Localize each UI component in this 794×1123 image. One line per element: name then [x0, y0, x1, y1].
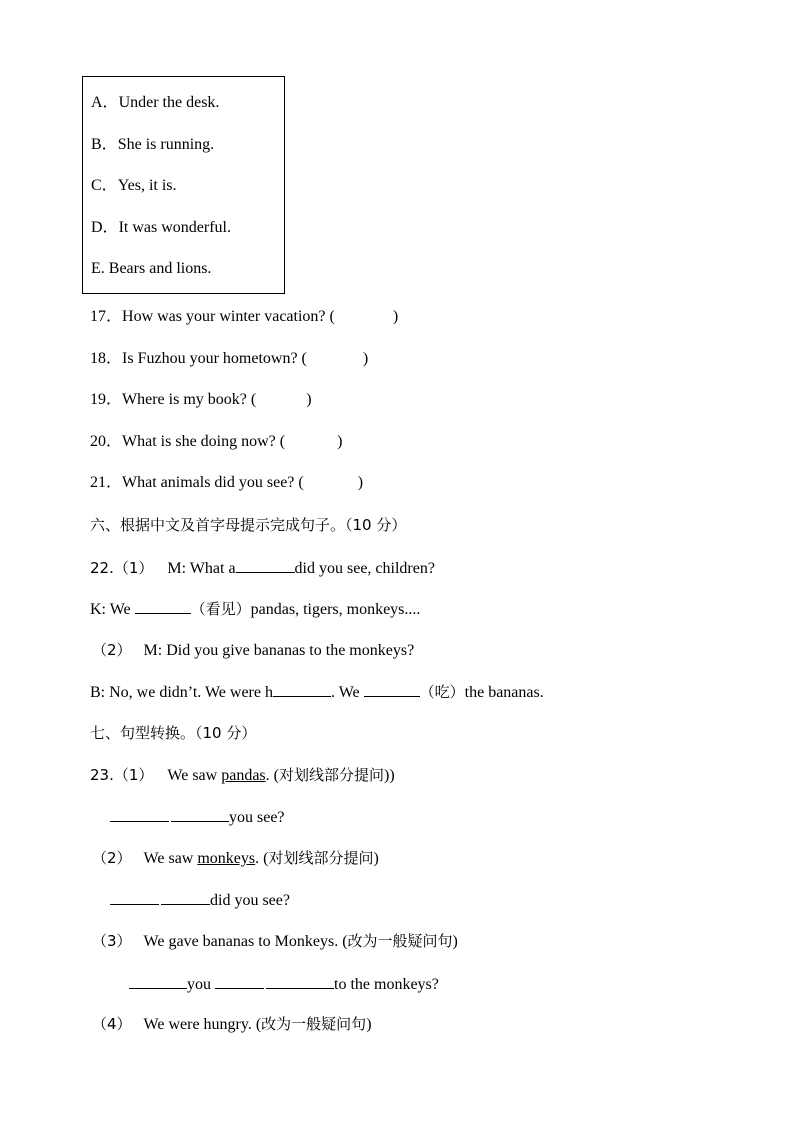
blank-23-3-b[interactable] — [215, 973, 264, 989]
question-22-2-prefix: （2） — [92, 641, 132, 659]
question-23-2-text-a: We saw — [143, 850, 194, 867]
question-20-text: What is she doing now? ( — [122, 433, 286, 450]
question-22-1-prefix: 22.（1） — [90, 559, 154, 577]
b-line-hint: （吃） — [419, 683, 465, 701]
blank-23-2-b[interactable] — [161, 889, 210, 905]
option-a-letter: A． — [91, 94, 119, 111]
option-d-text: It was wonderful. — [118, 219, 231, 236]
option-d — [91, 218, 231, 238]
question-23-1-text-a: We saw — [167, 767, 218, 784]
question-23-4-text-c: ) — [366, 1016, 372, 1033]
b-line — [90, 681, 544, 703]
b-line-text-a: B: No, we didn’t. We were h — [90, 684, 273, 701]
question-23-3-text-a: We gave bananas to Monkeys. ( — [143, 933, 348, 950]
question-23-4 — [92, 1014, 372, 1035]
blank-22-1-b[interactable] — [135, 598, 191, 614]
option-c-letter: C． — [91, 177, 118, 194]
question-19 — [90, 390, 312, 410]
question-18-close: ) — [362, 350, 369, 367]
question-23-1-text-b: . ( — [265, 767, 279, 784]
question-23-1-hint: 对划线部分提问 — [278, 766, 384, 784]
question-23-2 — [92, 848, 379, 869]
blank-23-1-b[interactable] — [171, 806, 229, 822]
question-23-3-text-c: ) — [452, 933, 458, 950]
option-e-text: Bears and lions. — [108, 260, 212, 277]
question-22-1-text-a: M: What a — [167, 560, 236, 577]
blank-22-2-b[interactable] — [364, 681, 420, 697]
blank-23-2-a[interactable] — [110, 889, 159, 905]
question-23-2-prefix: （2） — [92, 849, 132, 867]
option-e-letter: E. — [91, 260, 105, 277]
k-line-text-a: K: We — [90, 601, 131, 618]
blank-22-2-a[interactable] — [273, 681, 331, 697]
answer-line-1-text: you see? — [229, 809, 285, 826]
blank-22-1-a[interactable] — [236, 557, 295, 573]
answer-line-3-text-a: you — [187, 976, 211, 993]
blank-23-3-a[interactable] — [129, 973, 187, 989]
answer-line-2 — [110, 889, 290, 911]
b-line-text-b: . We — [330, 684, 360, 701]
answer-line-1 — [110, 806, 285, 828]
question-22-2-text: M: Did you give bananas to the monkeys? — [143, 642, 415, 659]
question-23-4-text-a: We were hungry. ( — [143, 1016, 262, 1033]
option-c — [91, 176, 177, 196]
option-b-letter: B． — [91, 136, 118, 153]
question-23-2-hint: 对划线部分提问 — [268, 849, 374, 867]
b-line-text-c: the bananas. — [464, 684, 544, 701]
blank-23-1-a[interactable] — [110, 806, 169, 822]
question-23-4-prefix: （4） — [92, 1015, 132, 1033]
section-6-title: 六、根据中文及首字母提示完成句子。（10 分） — [90, 516, 407, 534]
question-19-close: ) — [306, 391, 312, 408]
question-23-3-hint: 改为一般疑问句 — [347, 932, 453, 950]
question-19-number: 19． — [90, 391, 123, 408]
blank-23-3-c[interactable] — [266, 973, 334, 989]
question-20-number: 20． — [90, 433, 123, 450]
question-20-close: ) — [337, 433, 343, 450]
option-b — [91, 135, 214, 155]
question-17-close: ) — [392, 308, 399, 325]
question-21-close: ) — [357, 474, 364, 491]
option-d-letter: D． — [91, 219, 119, 236]
question-21 — [90, 473, 363, 493]
answer-options-box — [82, 76, 285, 294]
question-23-1 — [90, 765, 395, 786]
question-22-2 — [92, 640, 414, 661]
question-23-2-text-b: . ( — [255, 850, 269, 867]
question-18-text: Is Fuzhou your hometown? ( — [122, 350, 307, 367]
question-21-text: What animals did you see? ( — [122, 474, 304, 491]
option-c-text: Yes, it is. — [117, 177, 177, 194]
question-17-text: How was your winter vacation? ( — [122, 308, 335, 325]
question-23-2-text-c: ) — [373, 850, 379, 867]
question-23-4-hint: 改为一般疑问句 — [261, 1015, 367, 1033]
section-7-title: 七、句型转换。（10 分） — [90, 724, 257, 742]
question-18-number: 18． — [90, 350, 123, 367]
option-a-text: Under the desk. — [118, 94, 220, 111]
question-22-1-text-b: did you see, children? — [294, 560, 435, 577]
question-20 — [90, 432, 342, 452]
question-19-text: Where is my book? ( — [122, 391, 257, 408]
question-23-3 — [92, 931, 458, 952]
question-23-1-underlined: pandas — [221, 767, 266, 784]
question-23-2-underlined: monkeys — [197, 850, 256, 867]
answer-line-3-text-b: to the monkeys? — [334, 976, 439, 993]
answer-line-3 — [129, 973, 439, 995]
option-e — [91, 259, 211, 279]
question-23-1-text-c: )) — [384, 767, 395, 784]
question-17 — [90, 307, 398, 327]
question-23-3-prefix: （3） — [92, 932, 132, 950]
question-21-number: 21． — [90, 474, 123, 491]
k-line-hint: （看见） — [190, 600, 251, 618]
answer-line-2-text: did you see? — [210, 892, 290, 909]
option-b-text: She is running. — [117, 136, 215, 153]
question-18 — [90, 349, 368, 369]
k-line-text-b: pandas, tigers, monkeys.... — [250, 601, 421, 618]
k-line — [90, 598, 420, 620]
question-22-1 — [90, 557, 435, 579]
option-a — [91, 93, 219, 113]
question-23-1-prefix: 23.（1） — [90, 766, 154, 784]
question-17-number: 17． — [90, 308, 123, 325]
